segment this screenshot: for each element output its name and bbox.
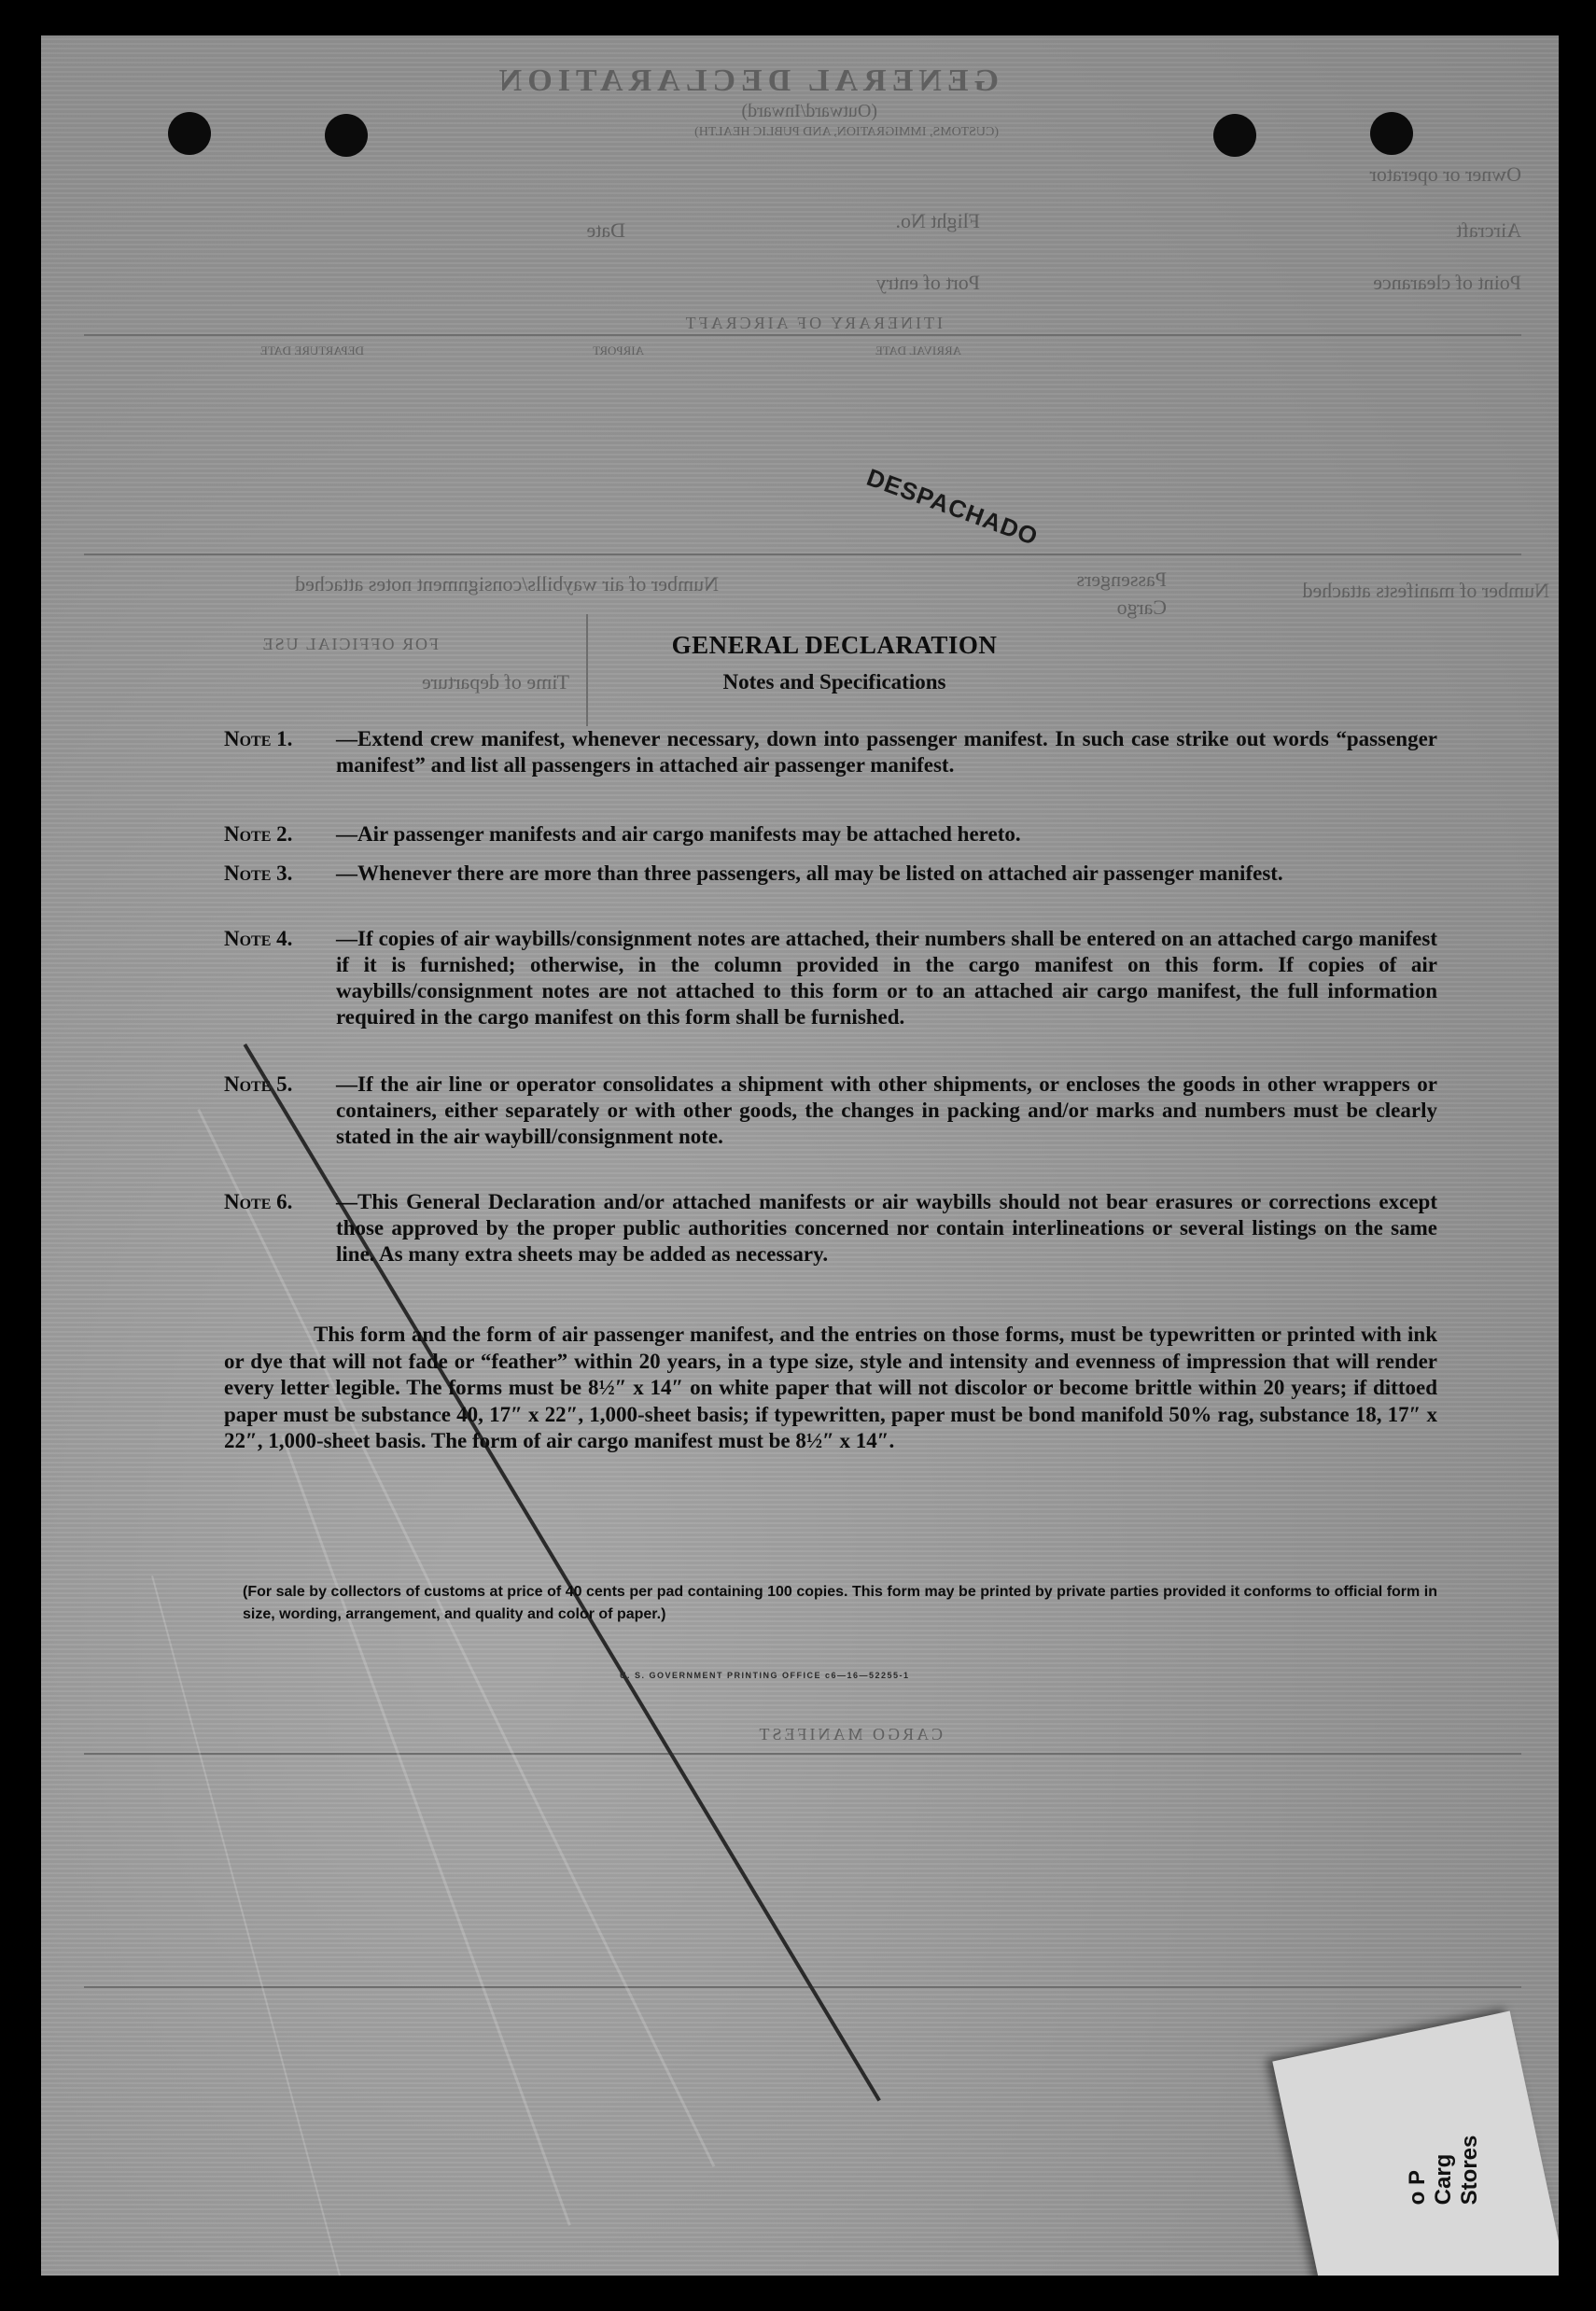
note-label: Note 6. [224,1190,293,1213]
note-5 [224,1071,1437,1150]
declaration-content [41,35,1559,2276]
note-2 [224,821,1437,847]
page-subtitle: Notes and Specifications [722,670,946,693]
note-1 [224,726,1437,778]
bleed-through-header: GENERAL DECLARATION [493,63,999,98]
bleed-through-field: Time of departure [421,670,569,693]
note-6 [224,1189,1437,1268]
bleed-through-field: Passengers [1076,567,1167,591]
note-text: —Extend crew manifest, whenever necessary, down into passenger manifest. In such case strike out words “passenger manifest” and list all passengers in attached air passenger manifest. [336,727,1437,777]
specification-text: This form and the form of air passenger manifest, and the entries on those forms, must be typewritten or printed with ink or dye that will not fade or “feather” within 20 years, in a type size, style and intensity and evenness of impression that will render every letter legible. The forms must be 8½″ x 14″ on white paper that will not discolor or become brittle within 20 years; if dittoed paper must be substance 40, 17″ x 22″, 1,000-sheet basis; if typewritten, paper must be bond manifold 50% rag, substance 18, 17″ x 22″, 1,000-sheet basis. The form of air cargo manifest must be 8½″ x 14″. [224,1323,1437,1452]
bleed-through-field: FOR OFFICIAL USE [260,635,439,653]
bleed-through-field: DEPARTURE DATE [259,343,364,357]
bleed-through-field: Cargo [1116,595,1167,619]
note-label: Note 1. [224,727,293,750]
page-title: GENERAL DECLARATION [671,631,998,659]
specification-paragraph [224,1322,1437,1455]
note-label: Note 3. [224,861,293,885]
folded-corner-text: o P Carg Stores [1404,2135,1482,2206]
bleed-through-field: Date [586,218,625,242]
bleed-through-field: CARGO MANIFEST [756,1725,943,1744]
note-label: Note 2. [224,822,293,846]
document-sheet [41,35,1559,2276]
note-text: —If the air line or operator consolidates a shipment with other shipments, or encloses the goods in other wrappers or containers, either separately or with other goods, the changes in packing and/or marks and numbers must be clearly stated in the air waybill/consignment note. [336,1072,1437,1148]
note-text: —If copies of air waybills/consignment notes are attached, their numbers shall be entered on an attached cargo manifest if it is furnished; otherwise, in the column provided in the cargo manifest on this form. If copies of air waybills/consignment notes are not attached to this form or to an attached air cargo manifest, the full information required in the cargo manifest on this form shall be furnished. [336,927,1437,1029]
sale-notice: (For sale by collectors of customs at price of 40 cents per pad containing 100 copies. This form may be printed by private parties provided it conforms to official form in size, wording, arrangement, and quality and color of paper.) [243,1584,1437,1622]
bleed-through-field: ARRIVAL DATE [875,343,961,357]
bleed-through-field: Flight No. [895,209,980,232]
note-text: —Whenever there are more than three passengers, all may be listed on attached air passenger manifest. [336,861,1283,885]
bleed-through-field: AIRPORT [593,343,644,357]
bleed-through-subheader: (Outward/Inward) [741,101,877,121]
bleed-through-field: ITINERARY OF AIRCRAFT [682,314,943,332]
bleed-through-field: Aircraft [1456,218,1521,242]
note-4 [224,926,1437,1030]
bleed-through-field: Owner or operator [1369,162,1521,186]
bleed-through-agencies: (CUSTOMS, IMMIGRATION, AND PUBLIC HEALTH) [694,125,999,139]
note-text: —This General Declaration and/or attached manifests or air waybills should not bear erasures or corrections except those approved by the proper public authorities concerned nor contain interlineations or several listings on the same line. As many extra sheets may be added as necessary. [336,1190,1437,1266]
bleed-through-field: Number of air waybills/consignment notes attached [295,572,719,595]
printer-imprint: U. S. GOVERNMENT PRINTING OFFICE c6—16—52255-1 [620,1671,910,1680]
note-3 [224,861,1437,887]
note-text: —Air passenger manifests and air cargo manifests may be attached hereto. [336,822,1021,846]
note-label: Note 4. [224,927,293,950]
bleed-through-field: Point of clearance [1373,271,1521,294]
bleed-through-field: Number of manifests attached [1302,579,1549,602]
bleed-through-field: Port of entry [875,271,980,294]
note-label: Note 5. [224,1072,293,1096]
customs-stamp: DESPACHADO [862,462,1043,552]
